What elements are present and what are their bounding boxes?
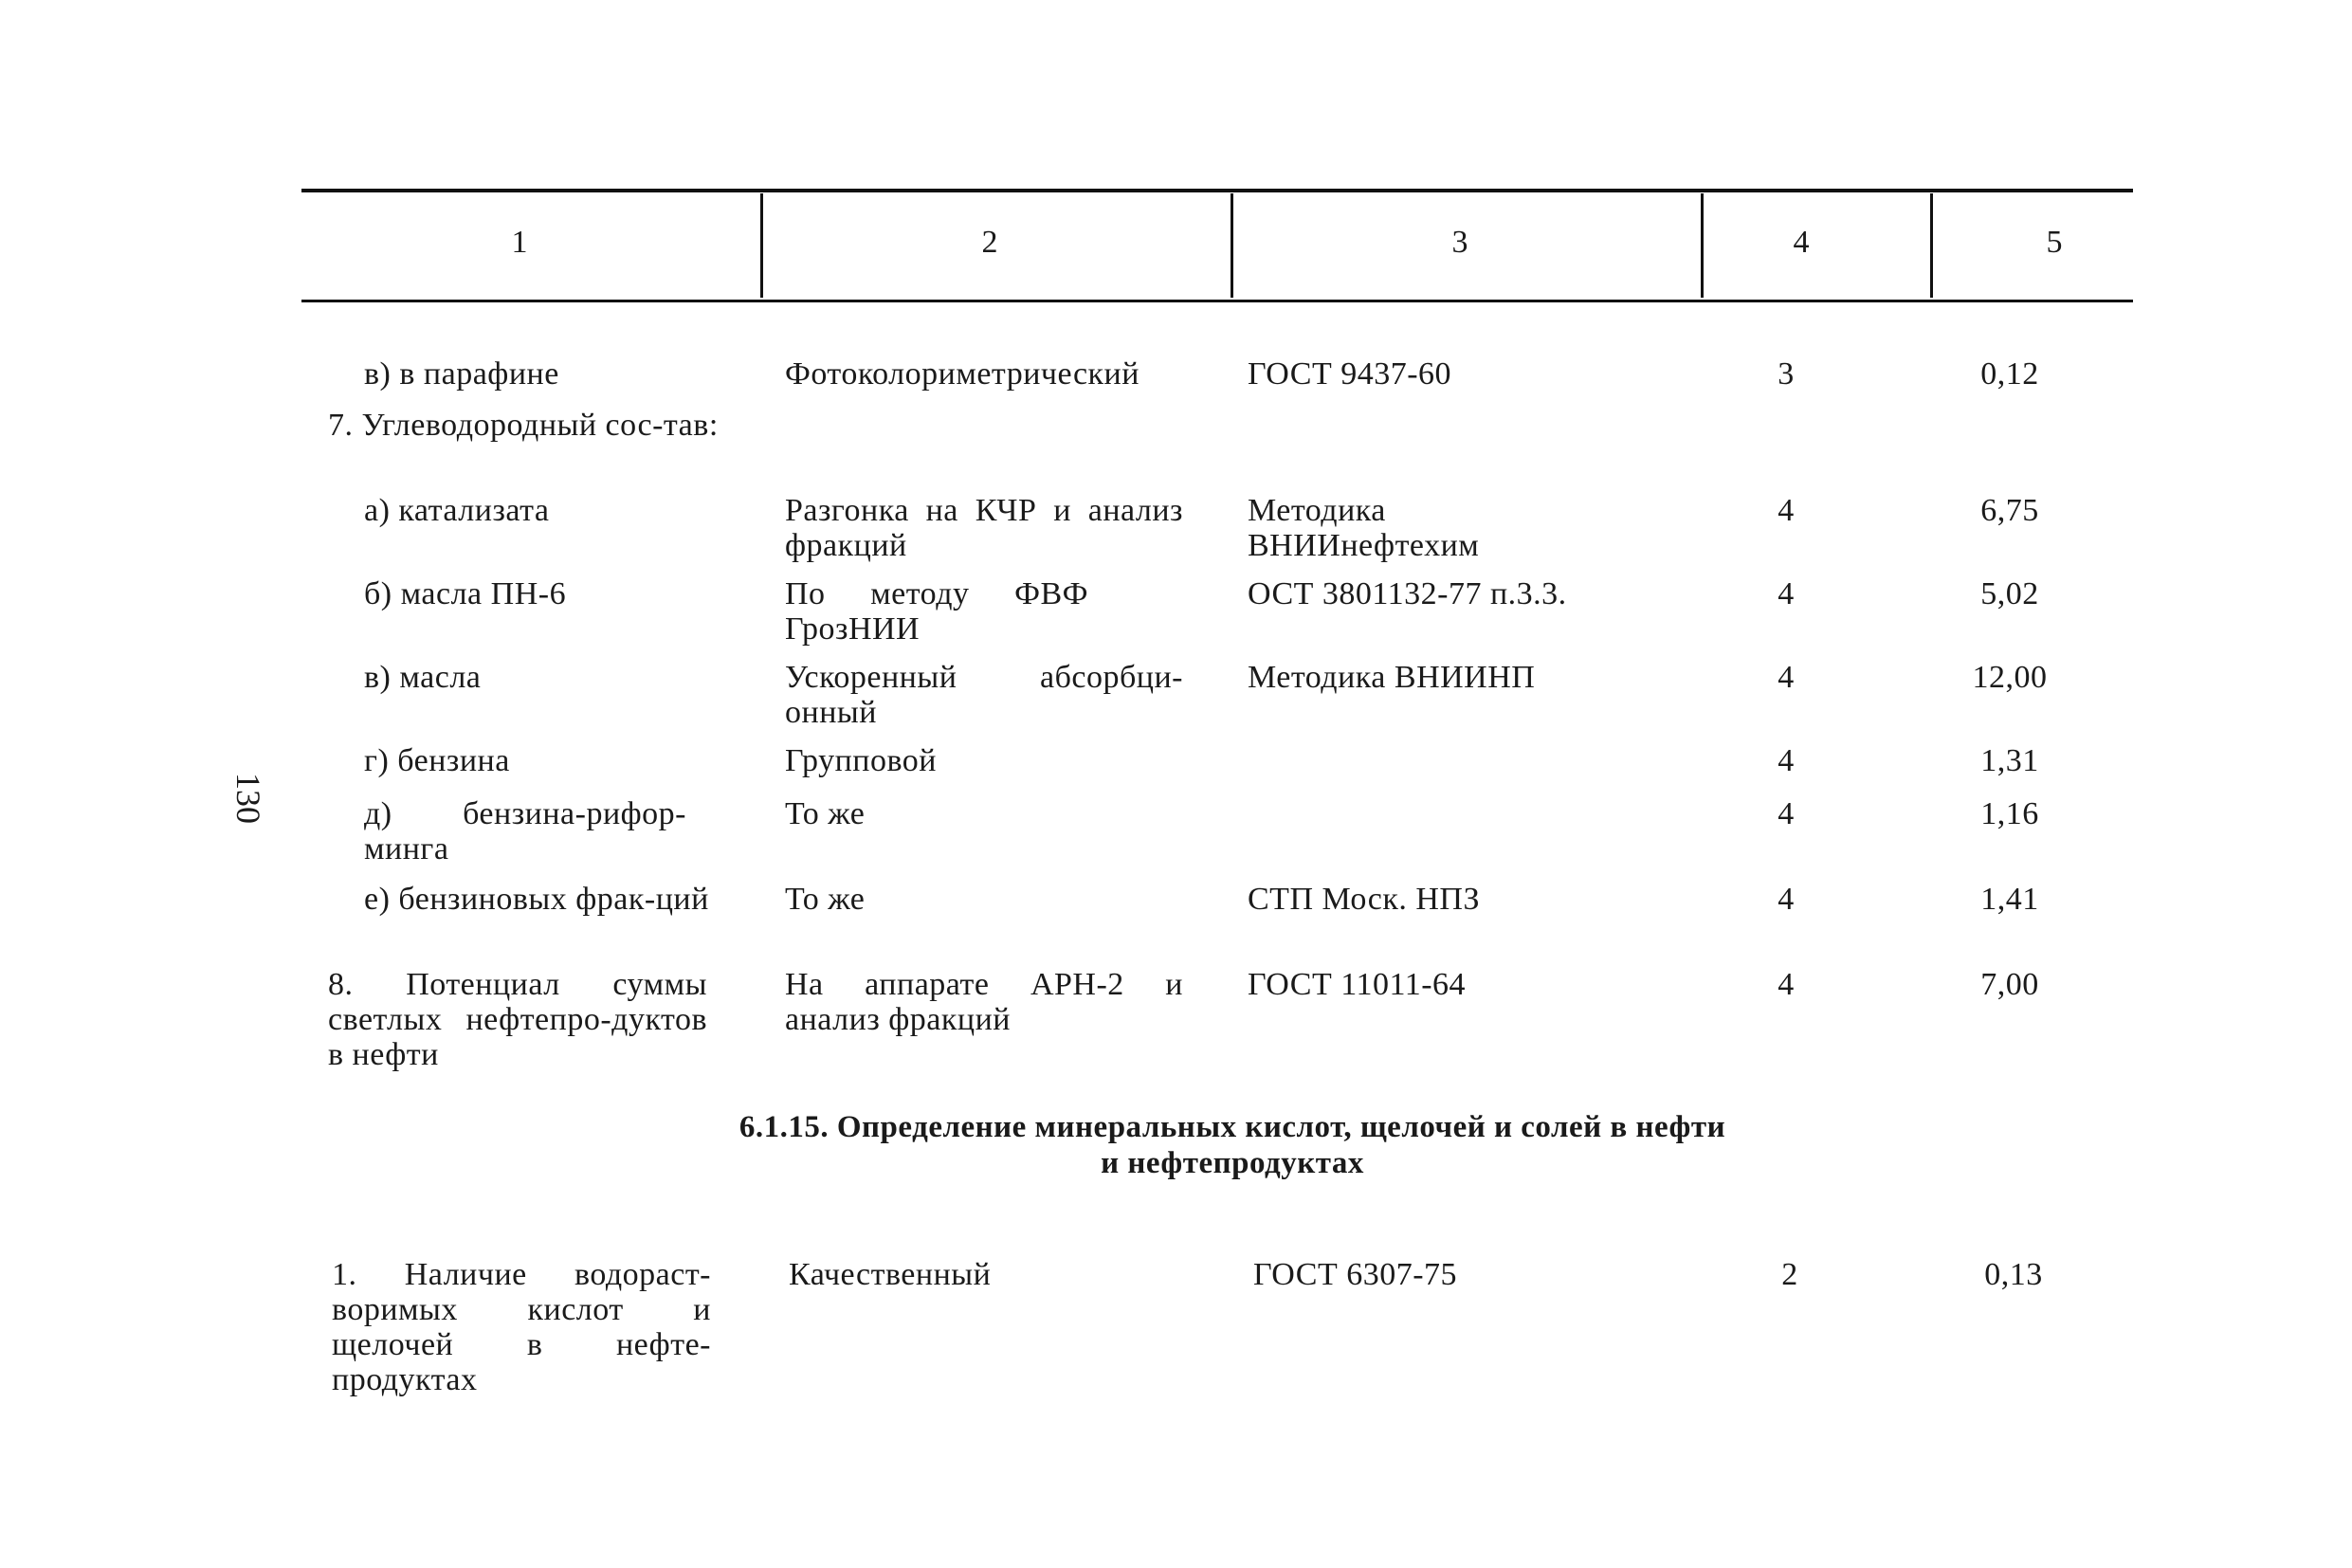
cell-method: Качественный xyxy=(789,1257,992,1292)
table-header-bottom-rule xyxy=(301,300,2133,302)
column-divider xyxy=(1930,193,1933,298)
cell-item: 1. Наличие водораст-воримых кислот и щелочей в нефте-продуктах xyxy=(332,1257,711,1397)
cell-method: Разгонка на КЧР и анализ фракций xyxy=(785,493,1183,563)
section-heading xyxy=(616,1109,1849,1181)
cell-col4: 4 xyxy=(1778,882,1795,917)
cell-method: По методу ФВФ ГрозНИИ xyxy=(785,576,1088,647)
header-col-3: 3 xyxy=(1451,225,1468,260)
cell-col5: 6,75 xyxy=(1980,493,2039,528)
column-divider xyxy=(1701,193,1704,298)
cell-standard: Методика ВНИИнефтехим xyxy=(1248,493,1480,563)
cell-method: Фотоколориметрический xyxy=(785,356,1140,392)
cell-col5: 7,00 xyxy=(1980,967,2039,1002)
cell-item: а) катализата xyxy=(364,493,550,528)
column-divider xyxy=(760,193,763,298)
cell-col4: 3 xyxy=(1778,356,1795,392)
header-col-1: 1 xyxy=(511,225,528,260)
cell-standard: ГОСТ 6307-75 xyxy=(1253,1257,1458,1292)
cell-standard: Методика ВНИИНП xyxy=(1248,660,1536,695)
cell-col4: 4 xyxy=(1778,743,1795,778)
header-col-4: 4 xyxy=(1793,225,1810,260)
header-col-2: 2 xyxy=(981,225,998,260)
cell-item: в) масла xyxy=(364,660,482,695)
section-heading-line-1: 6.1.15. Определение минеральных кислот, щелочей и солей в нефти xyxy=(738,1110,1726,1144)
section-heading-line-2: и нефтепродуктах xyxy=(1101,1146,1364,1180)
cell-col4: 4 xyxy=(1778,660,1795,695)
cell-item: г) бензина xyxy=(364,743,510,778)
cell-col5: 12,00 xyxy=(1972,660,2048,695)
cell-method: То же xyxy=(785,796,866,831)
page-number: 130 xyxy=(229,773,267,824)
cell-item: 7. Углеводородный сос-тав: xyxy=(328,408,719,443)
cell-col5: 0,12 xyxy=(1980,356,2039,392)
cell-col4: 4 xyxy=(1778,576,1795,611)
cell-standard: ГОСТ 11011-64 xyxy=(1248,967,1467,1002)
cell-standard: СТП Моск. НПЗ xyxy=(1248,882,1480,917)
cell-col4: 4 xyxy=(1778,493,1795,528)
cell-method: На аппарате АРН-2 и анализ фракций xyxy=(785,967,1183,1037)
cell-method: То же xyxy=(785,882,866,917)
cell-col4: 4 xyxy=(1778,967,1795,1002)
cell-item: д) бензина-рифор-минга xyxy=(364,796,686,866)
cell-item: б) масла ПН-6 xyxy=(364,576,567,611)
cell-standard: ОСТ 3801132-77 п.3.3. xyxy=(1248,576,1567,611)
cell-col4: 4 xyxy=(1778,796,1795,831)
cell-item: е) бензиновых фрак-ций xyxy=(364,882,709,917)
cell-item: в) в парафине xyxy=(364,356,559,392)
header-col-5: 5 xyxy=(2046,225,2063,260)
cell-col4: 2 xyxy=(1781,1257,1798,1292)
table-top-rule xyxy=(301,189,2133,192)
cell-method: Групповой xyxy=(785,743,937,778)
column-divider xyxy=(1231,193,1233,298)
cell-item: 8. Потенциал суммы светлых нефтепро-дуктов в нефти xyxy=(328,967,707,1072)
cell-col5: 5,02 xyxy=(1980,576,2039,611)
cell-col5: 1,41 xyxy=(1980,882,2039,917)
cell-col5: 1,31 xyxy=(1980,743,2039,778)
cell-method: Ускоренный абсорбци-онный xyxy=(785,660,1183,730)
cell-col5: 1,16 xyxy=(1980,796,2039,831)
cell-col5: 0,13 xyxy=(1984,1257,2043,1292)
cell-standard: ГОСТ 9437-60 xyxy=(1248,356,1452,392)
